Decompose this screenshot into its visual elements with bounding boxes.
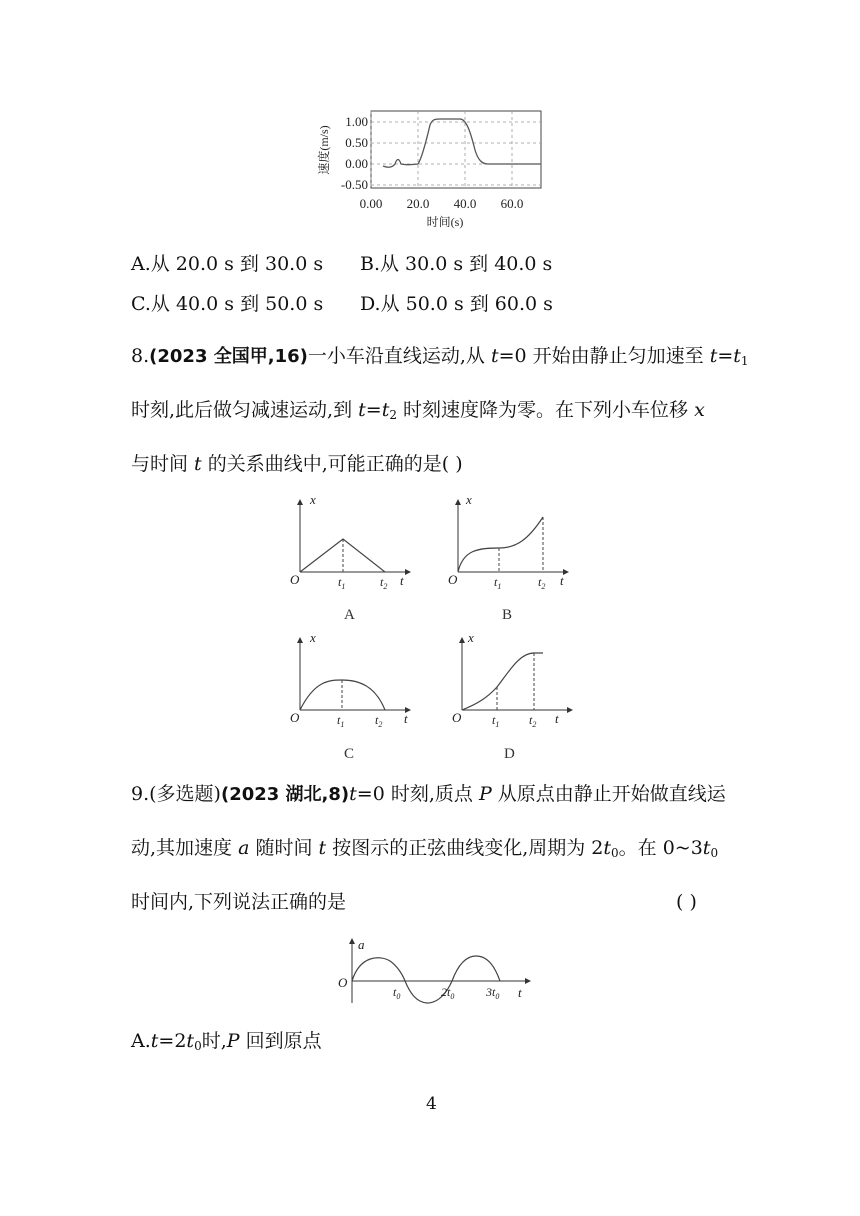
x-tick-label: 60.0 (500, 196, 524, 211)
x-t-curve (462, 653, 543, 710)
svg-text:O: O (448, 572, 458, 587)
svg-text:t2: $t_2$ (538, 575, 546, 591)
q8-line-3: 与时间 t 的关系曲线中,可能正确的是( ) (131, 453, 463, 475)
svg-text:3t0: $3t_0$ (486, 985, 500, 1001)
chart-frame (371, 111, 541, 188)
svg-text:O: O (338, 975, 348, 990)
svg-text:O: O (452, 710, 462, 725)
svg-text:t0: $t_0$ (393, 985, 401, 1001)
svg-text:t1: $t_1$ (494, 575, 502, 591)
x-t-curve (458, 517, 543, 572)
x-tick-label: 40.0 (453, 196, 477, 211)
q7-option-c: C.从 40.0 s 到 50.0 s (131, 293, 324, 315)
y-tick-label: 0.50 (345, 135, 368, 150)
y-axis-label: 速度(m/s) (317, 125, 331, 175)
x-tick-label: 0.00 (359, 196, 383, 211)
svg-text:x: x (310, 630, 316, 645)
acceleration-sine-graph (330, 935, 540, 1007)
q8-line-1: 8.(2023 全国甲,16)一小车沿直线运动,从 t=0 开始由静止匀加速至 $t=t_1$ (131, 345, 749, 368)
graph-c (290, 630, 420, 730)
graph-a (290, 492, 420, 592)
svg-text:t2: $t_2$ (529, 713, 537, 729)
sine-curve (352, 956, 500, 1003)
page-number: 4 (426, 1094, 437, 1114)
q9-line-3: 时间内,下列说法正确的是 (131, 891, 347, 913)
svg-text:O: O (290, 710, 300, 725)
svg-text:t: t (400, 573, 404, 588)
svg-text:t1: $t_1$ (338, 575, 346, 591)
q9-line-2: 动,其加速度 a 随时间 t 按图示的正弦曲线变化,周期为 $2t_0$。在 $0\sim 3t_0$ (131, 837, 719, 860)
speed-time-chart (310, 100, 550, 235)
graph-b-caption: B (502, 607, 513, 623)
q9-option-a: $A.t=2t_0$时,P 回到原点 (131, 1030, 322, 1053)
svg-text:t1: $t_1$ (337, 713, 345, 729)
q7-option-b: B.从 30.0 s 到 40.0 s (360, 253, 553, 275)
y-tick-label: 0.00 (345, 156, 368, 171)
q7-option-d: D.从 50.0 s 到 60.0 s (360, 293, 553, 315)
q9-answer-paren: ( ) (676, 891, 697, 913)
y-tick-label: 1.00 (345, 114, 368, 129)
q7-option-a: A.从 20.0 s 到 30.0 s (131, 253, 324, 275)
svg-text:a: a (358, 937, 365, 952)
graph-a-caption: A (344, 607, 355, 623)
q8-line-2: 时刻,此后做匀减速运动,到 $t=t_2$ 时刻速度降为零。在下列小车位移 x (131, 399, 705, 422)
x-axis-label: 时间(s) (426, 215, 464, 229)
svg-text:t: t (555, 711, 559, 726)
svg-text:t: t (560, 573, 564, 588)
graph-b (448, 492, 578, 592)
graph-d (452, 630, 582, 730)
chart-gridlines (371, 111, 541, 188)
svg-text:x: x (468, 630, 474, 645)
svg-text:t: t (518, 985, 522, 1000)
svg-text:x: x (310, 492, 316, 507)
x-tick-label: 20.0 (406, 196, 430, 211)
svg-text:2t0: $2t_0$ (441, 985, 455, 1001)
svg-text:O: O (290, 572, 300, 587)
svg-text:t2: $t_2$ (375, 713, 383, 729)
graph-d-caption: D (504, 746, 515, 762)
q9-line-1: 9.(多选题)(2023 湖北,8)t=0 时刻,质点 P 从原点由静止开始做直线运 (131, 783, 726, 805)
svg-text:t2: $t_2$ (380, 575, 388, 591)
svg-text:t1: $t_1$ (492, 713, 500, 729)
svg-text:x: x (466, 492, 472, 507)
y-tick-label: -0.50 (340, 177, 368, 192)
svg-text:t: t (404, 711, 408, 726)
graph-c-caption: C (344, 746, 355, 762)
